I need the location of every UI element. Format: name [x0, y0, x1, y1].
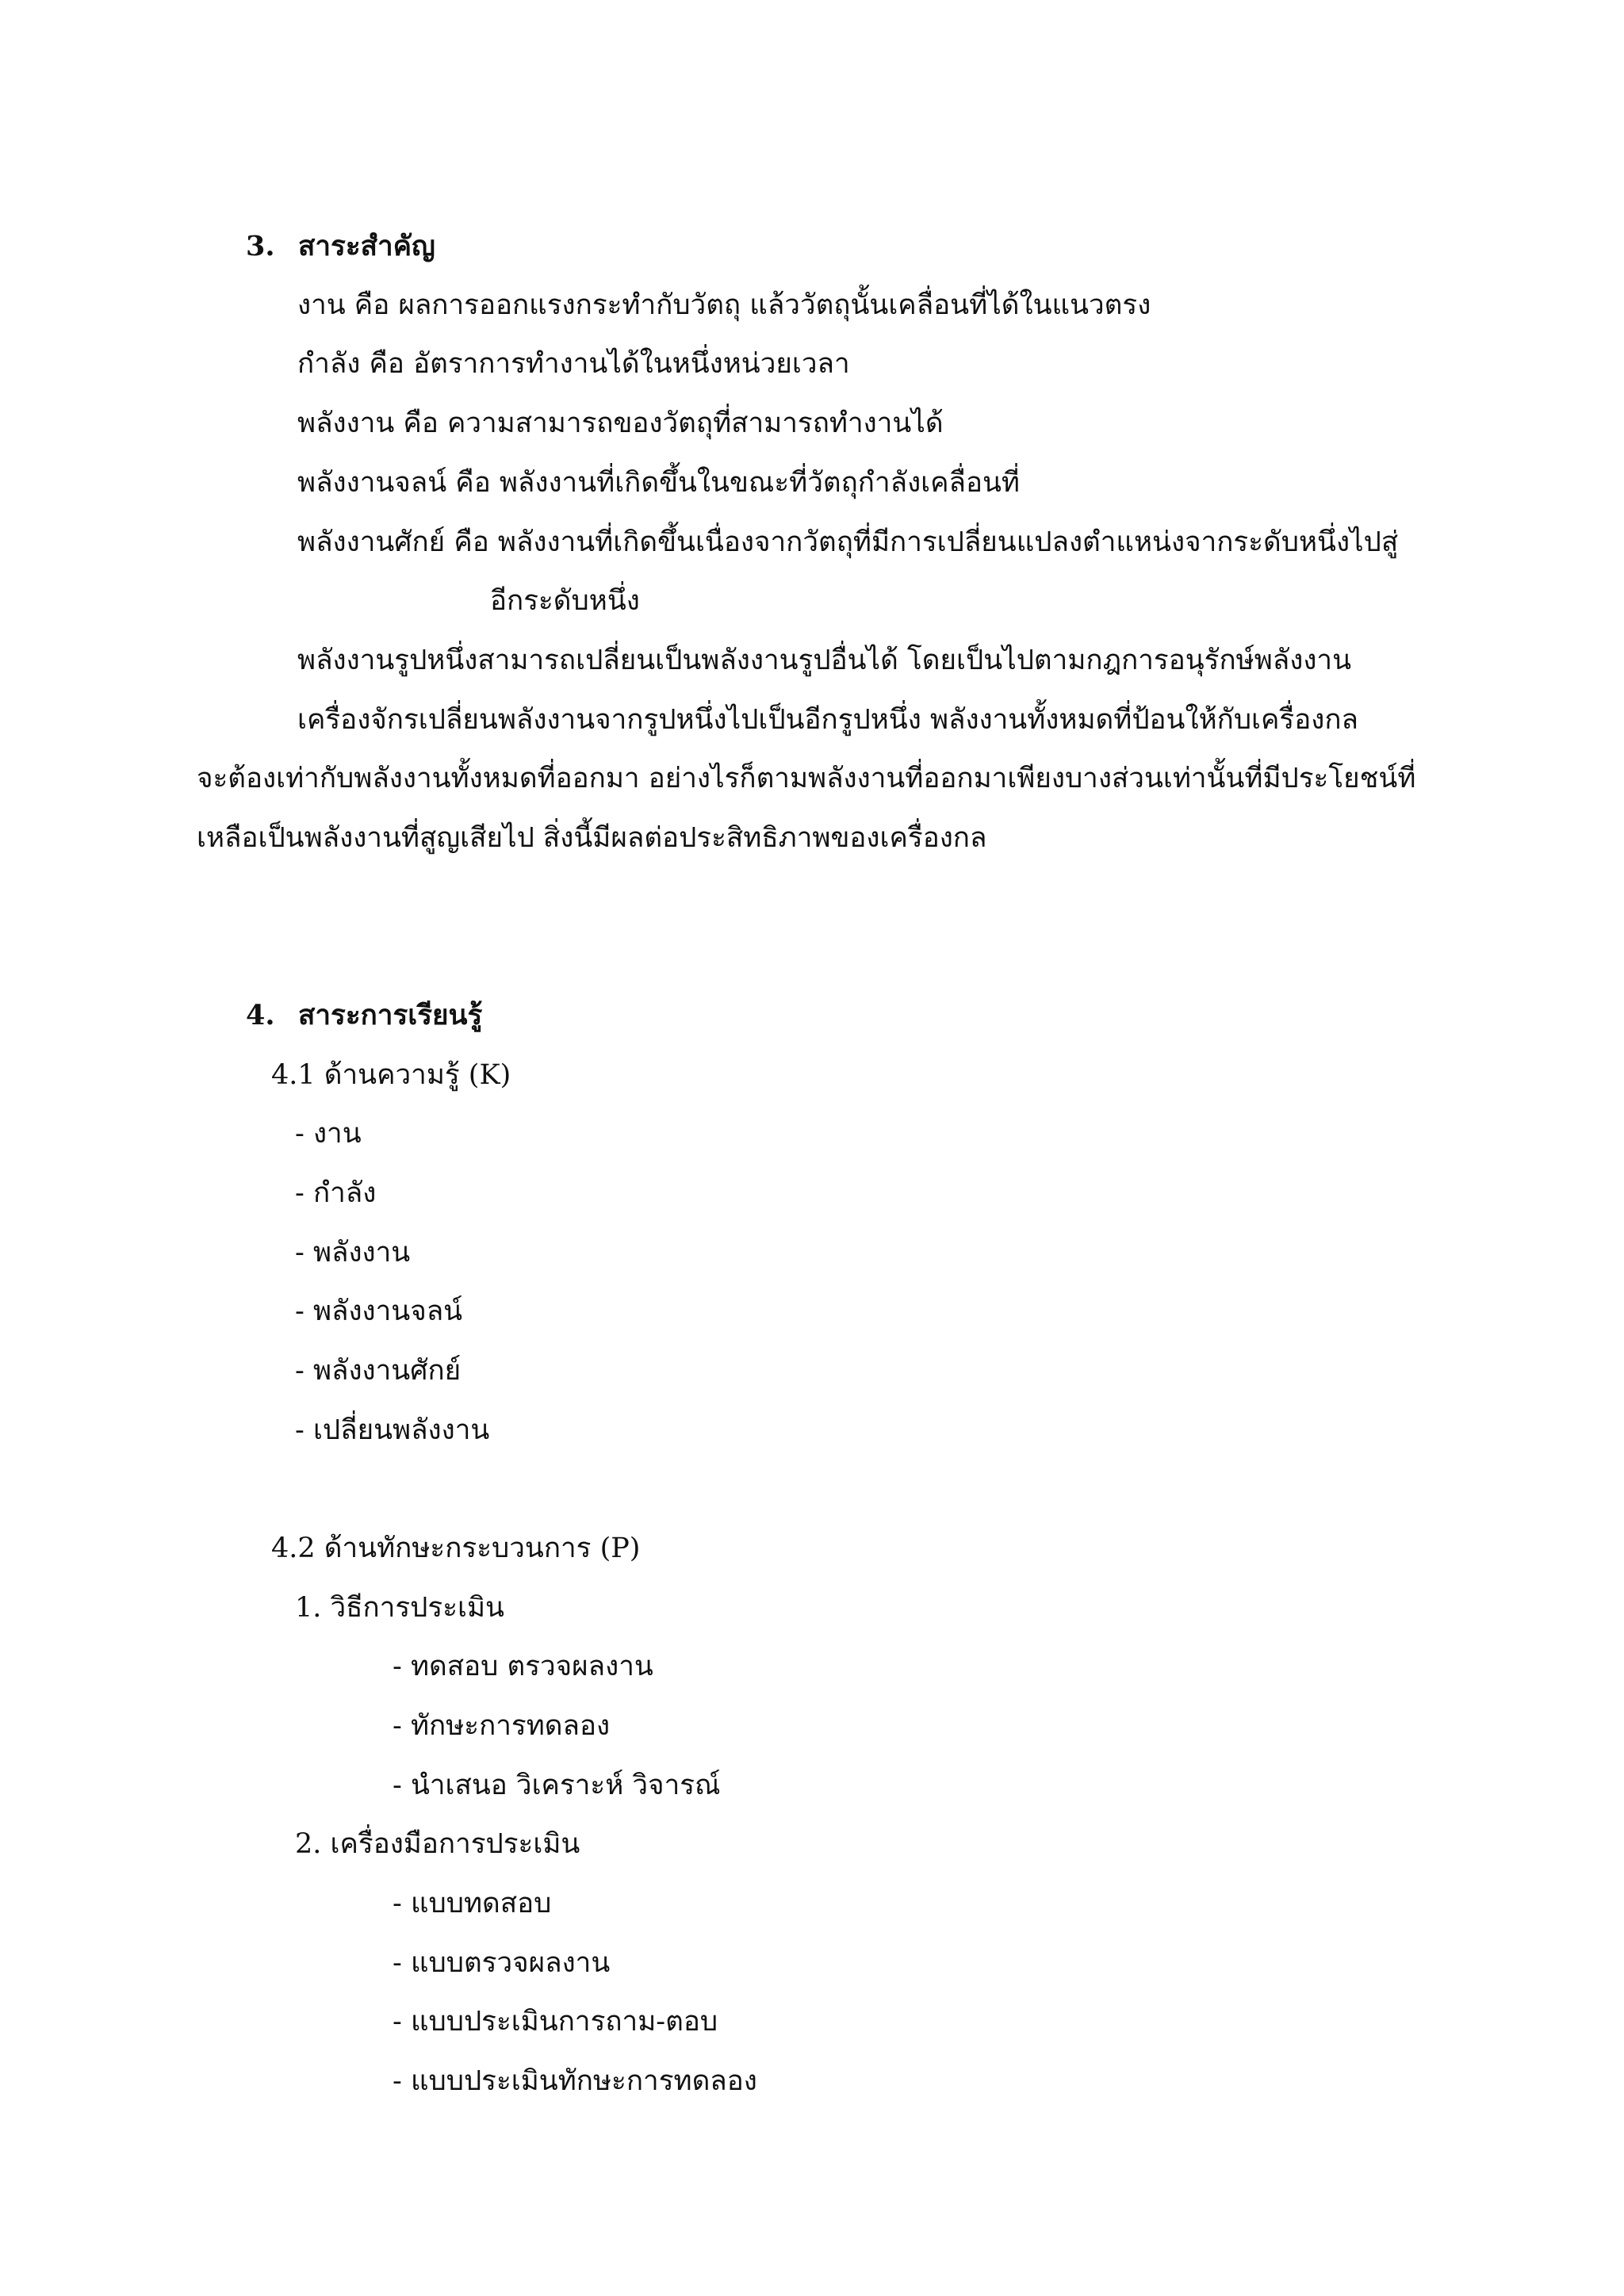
machine-paragraph-line-2: จะต้องเท่ากับพลังงานทั้งหมดที่ออกมา อย่างไรก็ตามพลังงานที่ออกมาเพียงบางส่วนเท่านั้นที่มีประโยชน์ที่	[197, 763, 1416, 794]
section-4-title: สาระการเรียนรู้	[298, 999, 483, 1031]
evaluation-method-item: - นำเสนอ วิเคราะห์ วิจารณ์	[393, 1770, 721, 1801]
evaluation-method-item: - ทดสอบ ตรวจผลงาน	[393, 1651, 653, 1682]
definition-potential-energy: พลังงานศักย์ คือ พลังงานที่เกิดขึ้นเนื่องจากวัตถุที่มีการเปลี่ยนแปลงตำแหน่งจากระดับหนึ่งไปสู่	[297, 526, 1399, 558]
definition-work: งาน คือ ผลการออกแรงกระทำกับวัตถุ แล้ววัตถุนั้นเคลื่อนที่ได้ในแนวตรง	[297, 289, 1151, 321]
knowledge-item: - เปลี่ยนพลังงาน	[295, 1414, 490, 1446]
definition-power: กำลัง คือ อัตราการทำงานได้ในหนึ่งหน่วยเวลา	[297, 348, 850, 380]
definition-potential-energy-continued: อีกระดับหนึ่ง	[490, 585, 640, 617]
evaluation-method-label: 1. วิธีการประเมิน	[295, 1592, 504, 1624]
knowledge-item: - พลังงานศักย์	[295, 1355, 462, 1387]
machine-paragraph-line-3: เหลือเป็นพลังงานที่สูญเสียไป สิ่งนี้มีผลต่อประสิทธิภาพของเครื่องกล	[197, 822, 987, 854]
definition-kinetic-energy: พลังงานจลน์ คือ พลังงานที่เกิดขึ้นในขณะที่วัตถุกำลังเคลื่อนที่	[297, 467, 1021, 499]
evaluation-tool-item: - แบบประเมินการถาม-ตอบ	[393, 2006, 718, 2038]
energy-conservation-text: พลังงานรูปหนึ่งสามารถเปลี่ยนเป็นพลังงานรูปอื่นได้ โดยเป็นไปตามกฎการอนุรักษ์พลังงาน	[297, 645, 1352, 676]
section-3-number: 3.	[246, 230, 275, 262]
knowledge-item: - งาน	[295, 1118, 362, 1150]
definition-energy: พลังงาน คือ ความสามารถของวัตถุที่สามารถทำงานได้	[297, 408, 944, 439]
section-4-heading	[246, 1001, 482, 1031]
section-3-heading	[246, 232, 435, 262]
subsection-4-2-heading: 4.2 ด้านทักษะกระบวนการ (P)	[271, 1533, 641, 1564]
evaluation-tools-label: 2. เครื่องมือการประเมิน	[295, 1828, 580, 1860]
section-4-number: 4.	[246, 999, 275, 1031]
knowledge-item: - พลังงาน	[295, 1237, 411, 1269]
subsection-4-1-heading: 4.1 ด้านความรู้ (K)	[271, 1059, 511, 1091]
knowledge-item: - พลังงานจลน์	[295, 1295, 463, 1327]
knowledge-item: - กำลัง	[295, 1177, 377, 1209]
evaluation-tool-item: - แบบประเมินทักษะการทดลอง	[393, 2065, 757, 2097]
section-3-title: สาระสำคัญ	[298, 230, 435, 262]
evaluation-tool-item: - แบบทดสอบ	[393, 1888, 552, 1919]
evaluation-tool-item: - แบบตรวจผลงาน	[393, 1947, 611, 1979]
evaluation-method-item: - ทักษะการทดลอง	[393, 1710, 611, 1742]
machine-paragraph-line-1: เครื่องจักรเปลี่ยนพลังงานจากรูปหนึ่งไปเป็นอีกรูปหนึ่ง พลังงานทั้งหมดที่ป้อนให้กับเครื่องกล	[297, 704, 1358, 736]
